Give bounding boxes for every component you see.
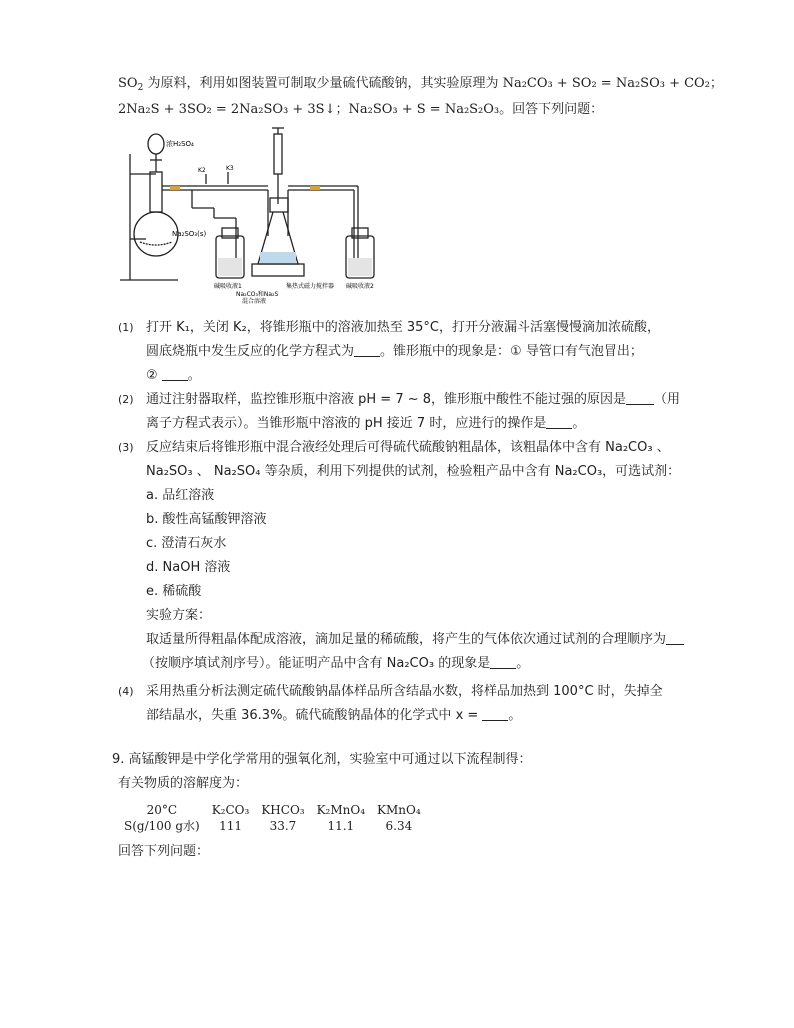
table-cell: 33.7 (269, 819, 297, 833)
q1-line-3 (146, 366, 201, 386)
q4-line-1: 采用热重分析法测定硫代硫酸钠晶体样品所含结晶水数，将样品加热到 100°C 时，失掉全 (146, 684, 663, 699)
q3-number: (3) (118, 441, 134, 454)
q2-line-2 (146, 414, 585, 434)
label-stirrer: 集热式磁力搅拌器 (286, 283, 335, 290)
q3-plan-line-2 (142, 654, 529, 674)
q2-answer-blank-2[interactable] (546, 414, 572, 429)
q3-answer-blank-1[interactable] (666, 630, 684, 645)
q3-plan-line-1 (146, 630, 684, 650)
q4-text: 部结晶水，失重 36.3%。硫代硫酸钠晶体的化学式中 x = (146, 708, 479, 723)
q9-number: 9. (112, 752, 125, 767)
q1-line-2 (146, 342, 643, 362)
q2-text-c: 离子方程式表示）。当锥形瓶中溶液的 pH 接近 7 时，应进行的操作是 (146, 416, 547, 431)
label-flask-content-2: 混合溶液 (242, 298, 267, 304)
q1-text-c: 导管口有气泡冒出； (521, 344, 643, 359)
q3-line-2: Na₂SO₃ 、 Na₂SO₄ 等杂质，利用下列提供的试剂，检验粗产品中含有 Na₂CO₃，可选试剂： (146, 464, 681, 479)
label-na2so3: Na₂SO₃(s) (172, 230, 207, 238)
q2-text-b: （用 (654, 392, 681, 407)
q3-option-e: e. 稀硫酸 (146, 584, 202, 599)
q1-text-b: 。锥形瓶中的现象是： (380, 344, 511, 359)
solubility-table (118, 802, 427, 834)
table-cell: 11.1 (327, 819, 355, 833)
table-cell: KHCO₃ (261, 803, 305, 817)
q4-number: (4) (118, 685, 134, 698)
table-cell: K₂CO₃ (211, 803, 250, 817)
q2-end: 。 (572, 416, 586, 431)
equation-2: 2Na₂S + 3SO₂ = 2Na₂SO₃ + 3S↓；Na₂SO₃ + S = Na₂S₂O₃ (118, 102, 500, 117)
q1-number: (1) (118, 321, 134, 334)
q4-end: 。 (508, 708, 522, 723)
q9-line-3: 回答下列问题： (118, 844, 210, 859)
table-cell: KMnO₄ (377, 803, 421, 817)
q2-text-a: 通过注射器取样，监控锥形瓶中溶液 pH = 7 ~ 8，锥形瓶中酸性不能过强的原因是 (146, 392, 627, 407)
apparatus-figure (118, 124, 418, 304)
q1-marker-2: ② (146, 368, 158, 383)
q1-end: 。 (187, 368, 201, 383)
label-k2: K2 (198, 167, 206, 174)
intro-end: 。回答下列问题： (499, 102, 604, 117)
q9-line-2: 有关物质的溶解度为： (118, 776, 249, 791)
label-trap2: 碱吸收液2 (346, 283, 374, 290)
q3-option-d: d. NaOH 溶液 (146, 560, 231, 575)
q3-option-c: c. 澄清石灰水 (146, 536, 227, 551)
q3-option-a: a. 品红溶液 (146, 488, 215, 503)
label-acid: 浓H₂SO₄ (166, 140, 194, 148)
q3-answer-blank-2[interactable] (490, 654, 516, 669)
label-k3: K3 (226, 165, 234, 172)
q2-number: (2) (118, 393, 134, 406)
table-cell: 111 (219, 819, 242, 833)
q9-text: 高锰酸钾是中学化学常用的强氧化剂，实验室中可通过以下流程制得： (128, 752, 532, 767)
label-trap1: 碱吸收液1 (214, 283, 242, 290)
q3-end: 。 (516, 656, 530, 671)
intro-so2: SO (118, 76, 138, 91)
table-cell: S(g/100 g水) (124, 819, 200, 833)
intro-line-1: $SO_2$ 为原料，利用如图装置可制取少量硫代硫酸钠，其实验原理为 Na₂CO₃ + SO₂ = Na₂SO₃ + CO₂； (118, 76, 723, 93)
q3-plan-title: 实验方案： (146, 608, 212, 623)
q1-line-1: 打开 K₁，关闭 K₂，将锥形瓶中的溶液加热至 35°C，打开分液漏斗活塞慢慢滴加浓硫酸， (146, 320, 660, 335)
q1-text-a: 圆底烧瓶中发生反应的化学方程式为 (146, 344, 355, 359)
label-flask-content: Na₂CO₃和Na₂S (236, 291, 279, 298)
table-cell: 20°C (146, 803, 178, 817)
q3-line-1: 反应结束后将锥形瓶中混合液经处理后可得硫代硫酸钠粗晶体，该粗晶体中含有 Na₂CO₃ 、 (146, 440, 670, 455)
table-cell: K₂MnO₄ (316, 803, 366, 817)
equation-1: Na₂CO₃ + SO₂ = Na₂SO₃ + CO₂； (502, 76, 723, 91)
q4-answer-blank[interactable] (482, 706, 508, 721)
q3-plan-text: 取适量所得粗晶体配成溶液，滴加足量的稀硫酸，将产生的气体依次通过试剂的合理顺序为 (146, 632, 667, 647)
q1-answer-blank-1[interactable] (354, 342, 380, 357)
q4-line-2 (146, 706, 521, 726)
q1-marker-1: ① (510, 344, 522, 359)
q3-option-b: b. 酸性高锰酸钾溶液 (146, 512, 267, 527)
q1-answer-blank-2[interactable] (162, 366, 188, 381)
intro-text: 为原料，利用如图装置可制取少量硫代硫酸钠，其实验原理为 (143, 76, 503, 91)
table-header-row (118, 802, 427, 818)
intro-line-2 (118, 100, 603, 120)
q9-line-1 (112, 750, 532, 770)
q3-plan-text-2: （按顺序填试剂序号）。能证明产品中含有 Na₂CO₃ 的现象是 (142, 656, 491, 671)
q2-answer-blank-1[interactable] (626, 390, 654, 405)
q2-line-1 (146, 390, 680, 410)
table-row (118, 818, 427, 834)
table-cell: 6.34 (385, 819, 413, 833)
